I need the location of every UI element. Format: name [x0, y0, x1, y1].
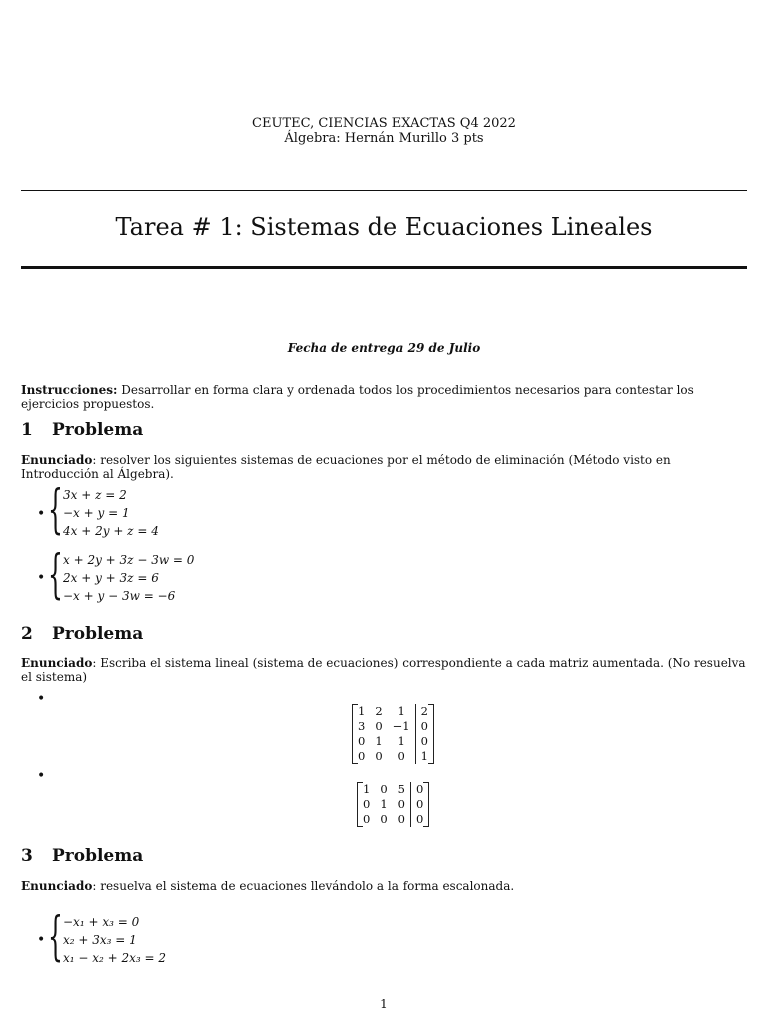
bullet: •: [37, 768, 46, 784]
matrix-entry: 0: [380, 812, 388, 826]
equation: 3x + z = 2: [63, 488, 127, 502]
equation: −x₁ + x₃ = 0: [63, 915, 140, 929]
equation: −x + y − 3w = −6: [63, 589, 176, 603]
statement-text: : resuelva el sistema de ecuaciones llevándolo a la forma escalonada.: [92, 879, 515, 893]
statement-text: : Escriba el sistema lineal (sistema de ecuaciones) correspondiente a cada matriz aumentada. (No resuelva el sistema): [21, 656, 746, 684]
augmented-matrix-1: [352, 704, 434, 764]
equation: x + 2y + 3z − 3w = 0: [63, 553, 195, 567]
bullet: •: [37, 506, 46, 522]
statement-label: Enunciado: [21, 453, 93, 467]
matrix-entry: 0: [397, 812, 405, 826]
section-number: 2: [21, 624, 33, 644]
instructions-label: Instrucciones:: [21, 383, 118, 397]
statement-label: Enunciado: [21, 879, 93, 893]
left-brace: {: [48, 480, 63, 540]
section-title: Problema: [52, 624, 144, 644]
course-header: CEUTEC, CIENCIAS EXACTAS Q4 2022: [252, 116, 516, 131]
section-3-heading: [21, 846, 143, 866]
matrix-entry: 2: [375, 704, 383, 718]
matrix-entry: 0: [375, 719, 383, 733]
section-3-statement: [21, 879, 751, 893]
matrix-entry: −1: [392, 719, 410, 733]
section-2-statement: [21, 656, 751, 684]
left-brace: {: [48, 907, 63, 967]
due-date: Fecha de entrega 29 de Julio: [287, 341, 481, 355]
matrix-entry: 1: [397, 704, 405, 718]
matrix-row: [358, 782, 428, 797]
course-subheader: Álgebra: Hernán Murillo 3 pts: [284, 131, 484, 146]
matrix-entry: 1: [375, 734, 383, 748]
matrix-row: [358, 797, 428, 812]
statement-text: : resolver los siguientes sistemas de ecuaciones por el método de eliminación (Método visto en Introducción al Álgebra).: [21, 453, 671, 481]
instructions: [21, 383, 751, 411]
matrix-entry: 0: [363, 797, 371, 811]
matrix-entry: 1: [358, 704, 366, 718]
left-brace: {: [48, 545, 63, 605]
matrix-entry: 1: [397, 734, 405, 748]
instructions-text: Desarrollar en forma clara y ordenada todos los procedimientos necesarios para contestar los ejercicios propuestos.: [21, 383, 694, 411]
section-number: 1: [21, 420, 33, 440]
bullet: •: [37, 932, 46, 948]
section-title: Problema: [52, 420, 144, 440]
equation: x₂ + 3x₃ = 1: [63, 933, 137, 947]
matrix-entry: 1: [380, 797, 388, 811]
top-rule: [21, 190, 747, 191]
section-2-heading: [21, 624, 143, 644]
matrix-entry: 0: [358, 734, 366, 748]
matrix-row: [358, 812, 428, 827]
page-number: 1: [380, 997, 388, 1011]
statement-label: Enunciado: [21, 656, 93, 670]
matrix-row: [353, 734, 433, 749]
matrix-entry: 0: [363, 812, 371, 826]
matrix-row: [353, 719, 433, 734]
matrix-entry: 0: [415, 719, 433, 734]
equation: −x + y = 1: [63, 506, 130, 520]
section-number: 3: [21, 846, 33, 866]
section-1-statement: [21, 453, 751, 481]
document-title: Tarea # 1: Sistemas de Ecuaciones Lineales: [115, 213, 653, 241]
matrix-entry: 0: [397, 797, 405, 811]
bullet: •: [37, 691, 46, 707]
bullet: •: [37, 570, 46, 586]
matrix-entry: 3: [358, 719, 366, 733]
matrix-entry: 0: [410, 812, 428, 827]
matrix-entry: 2: [415, 704, 433, 719]
augmented-matrix-2: [357, 782, 429, 827]
matrix-entry: 5: [397, 782, 405, 796]
section-title: Problema: [52, 846, 144, 866]
matrix-entry: 0: [410, 797, 428, 812]
matrix-entry: 1: [363, 782, 371, 796]
equation: 2x + y + 3z = 6: [63, 571, 159, 585]
section-1-heading: [21, 420, 143, 440]
equation-system-1: [63, 486, 159, 540]
equation: x₁ − x₂ + 2x₃ = 2: [63, 951, 167, 965]
title-rule: [21, 266, 747, 269]
matrix-entry: 0: [415, 734, 433, 749]
matrix-entry: 0: [410, 782, 428, 797]
matrix-entry: 0: [375, 749, 383, 763]
matrix-entry: 1: [415, 749, 433, 764]
equation-system-3: [63, 913, 166, 967]
matrix-entry: 0: [380, 782, 388, 796]
equation-system-2: [63, 551, 194, 605]
matrix-row: [353, 704, 433, 719]
matrix-entry: 0: [358, 749, 366, 763]
matrix-entry: 0: [397, 749, 405, 763]
matrix-row: [353, 749, 433, 764]
equation: 4x + 2y + z = 4: [63, 524, 159, 538]
